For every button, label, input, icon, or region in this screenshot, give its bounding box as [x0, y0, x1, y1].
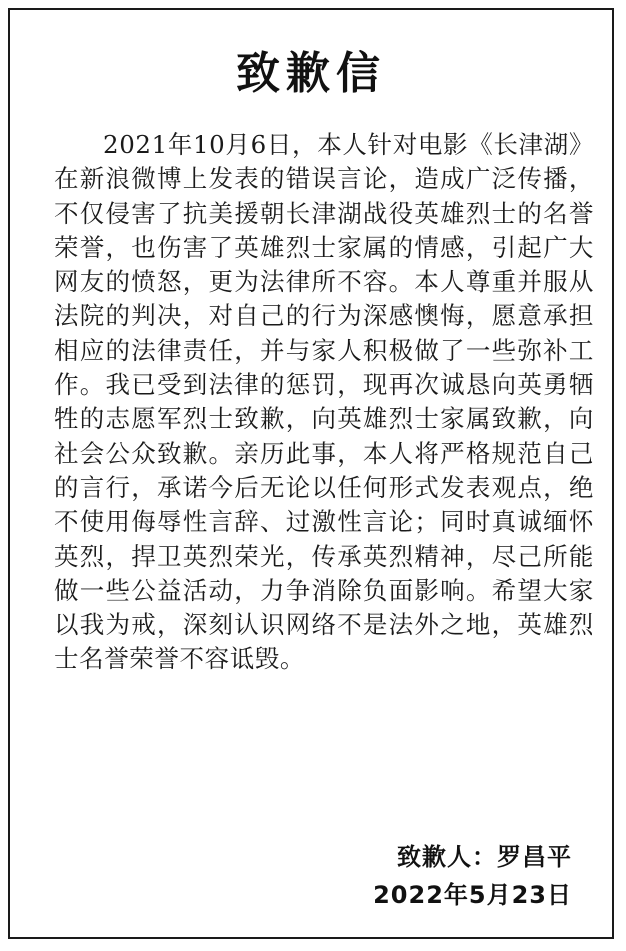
letter-frame — [8, 8, 614, 939]
letter-title: 致歉信 — [236, 48, 386, 99]
letter-body: 2021年10月6日，本人针对电影《长津湖》在新浪微博上发表的错误言论，造成广泛传播，不仅侵害了抗美援朝长津湖战役英雄烈士的名誉荣誉，也伤害了英雄烈士家属的情感，引起广大网友的愤怒，更为法律所不容。本人尊重并服从法院的判决，对自己的行为深感懊悔，愿意承担相应的法律责任，并与家人积极做了一些弥补工作。我已受到法律的惩罚，现再次诚恳向英勇牺牲的志愿军烈士致歉，向英雄烈士家属致歉，向社会公众致歉。亲历此事，本人将严格规范自己的言行，承诺今后无论以任何形式发表观点，绝不使用侮辱性言辞、过激性言论；同时真诚缅怀英烈，捍卫英烈荣光，传承英烈精神，尽己所能做一些公益活动，力争消除负面影响。希望大家以我为戒，深刻认识网络不是法外之地，英雄烈士名誉荣誉不容诋毁。 — [54, 130, 594, 674]
signature-block — [373, 838, 572, 914]
signer-name: 致歉人：罗昌平 — [397, 843, 572, 871]
letter-date: 2022年5月23日 — [373, 881, 572, 909]
